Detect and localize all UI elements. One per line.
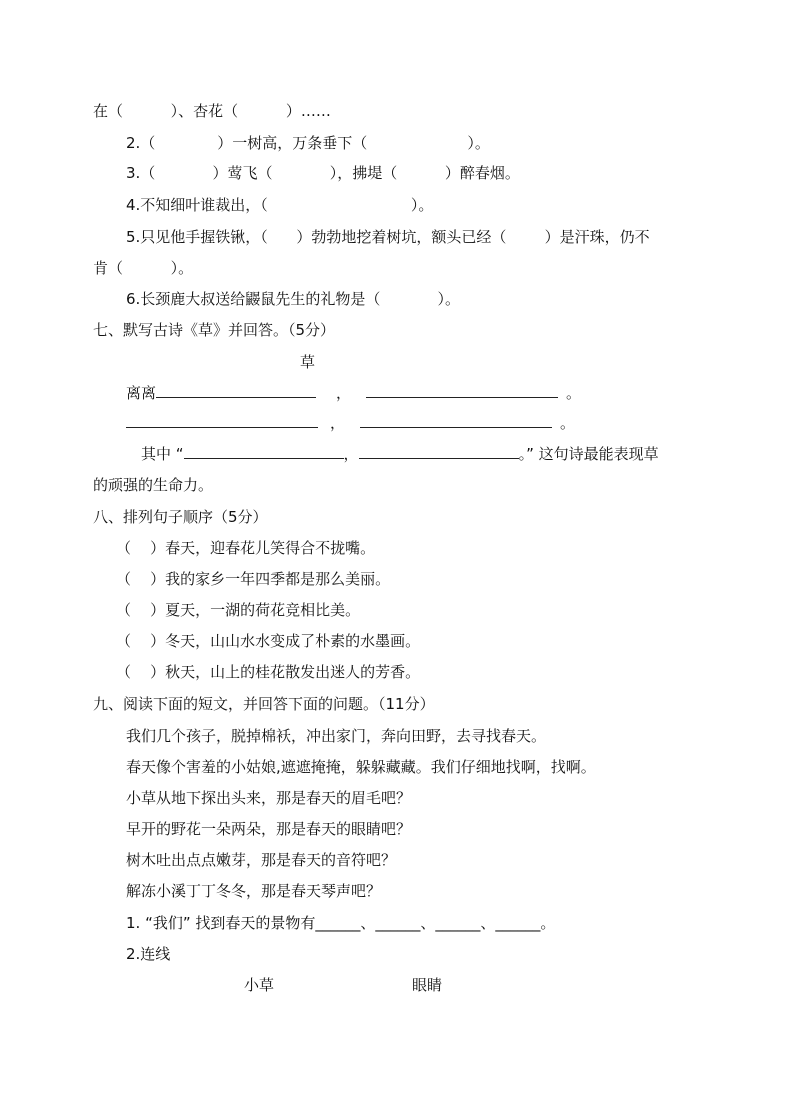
poem-line-2 <box>126 413 575 433</box>
order-item-3: （ ）夏天，一湖的荷花竞相比美。 <box>116 601 361 619</box>
poem-start: 离离 <box>126 384 157 402</box>
answer-blank[interactable] <box>156 383 316 398</box>
order-item-1: （ ）春天，迎春花儿笑得合不拢嘴。 <box>116 539 376 557</box>
poem-fill-2: 2.（ ）一树高，万条垂下（ ）。 <box>126 134 490 152</box>
poem-fill-line-continued: 在（ ）、杏花（ ）…… <box>93 102 331 120</box>
answer-blank[interactable] <box>359 444 519 459</box>
section-7-heading: 七、默写古诗《草》并回答。（5分） <box>93 321 336 339</box>
answer-blank[interactable] <box>360 413 552 428</box>
reading-para-2: 春天像个害羞的小姑娘,遮遮掩掩，躲躲藏藏。我们仔细地找啊，找啊。 <box>126 758 596 776</box>
poem-question <box>141 444 659 464</box>
order-item-2: （ ）我的家乡一年四季都是那么美丽。 <box>116 570 391 588</box>
period: 。 <box>566 384 582 402</box>
comma: ， <box>330 414 346 432</box>
reading-para-5: 树木吐出点点嫩芽，那是春天的音符吧？ <box>126 851 397 869</box>
reading-para-3: 小草从地下探出头来，那是春天的眉毛吧？ <box>126 789 412 807</box>
order-item-5: （ ）秋天，山上的桂花散发出迷人的芳香。 <box>116 663 421 681</box>
reading-para-6: 解冻小溪丁丁冬冬，那是春天琴声吧？ <box>126 882 382 900</box>
period: 。 <box>560 414 576 432</box>
comma: ， <box>336 384 352 402</box>
question-1: 1. “我们” 找到春天的景物有______、______、______、______。 <box>126 914 556 932</box>
answer-blank[interactable] <box>366 383 558 398</box>
poem-fill-3: 3.（ ）莺飞（ ），拂堤（ ）醉春烟。 <box>126 164 520 182</box>
reading-para-1: 我们几个孩子，脱掉棉袄，冲出家门，奔向田野，去寻找春天。 <box>126 727 547 745</box>
poem-question-continued: 的顽强的生命力。 <box>93 476 214 494</box>
question-prefix: 其中 “ <box>141 445 184 463</box>
order-item-4: （ ）冬天，山山水水变成了朴素的水墨画。 <box>116 632 421 650</box>
poem-fill-4: 4.不知细叶谁裁出，（ ）。 <box>126 196 434 214</box>
section-9-heading: 九、阅读下面的短文，并回答下面的问题。（11分） <box>93 695 435 713</box>
comma: ， <box>343 445 359 463</box>
match-right-item[interactable]: 眼睛 <box>412 976 443 994</box>
answer-blank[interactable] <box>126 413 318 428</box>
match-left-item[interactable]: 小草 <box>244 976 275 994</box>
question-suffix: 。” 这句诗最能表现草 <box>518 445 659 463</box>
reading-para-4: 早开的野花一朵两朵，那是春天的眼睛吧？ <box>126 820 412 838</box>
fill-5: 5.只见他手握铁锹，（ ）勃勃地挖着树坑，额头已经（ ）是汗珠，仍不 <box>126 228 650 246</box>
question-2: 2.连线 <box>126 945 171 963</box>
poem-line-1 <box>126 383 581 403</box>
poem-title: 草 <box>300 353 316 371</box>
answer-blank[interactable] <box>184 444 344 459</box>
fill-5-continued: 肯（ ）。 <box>93 259 194 277</box>
fill-6: 6.长颈鹿大叔送给鼹鼠先生的礼物是（ ）。 <box>126 290 461 308</box>
section-8-heading: 八、排列句子顺序（5分） <box>93 508 268 526</box>
